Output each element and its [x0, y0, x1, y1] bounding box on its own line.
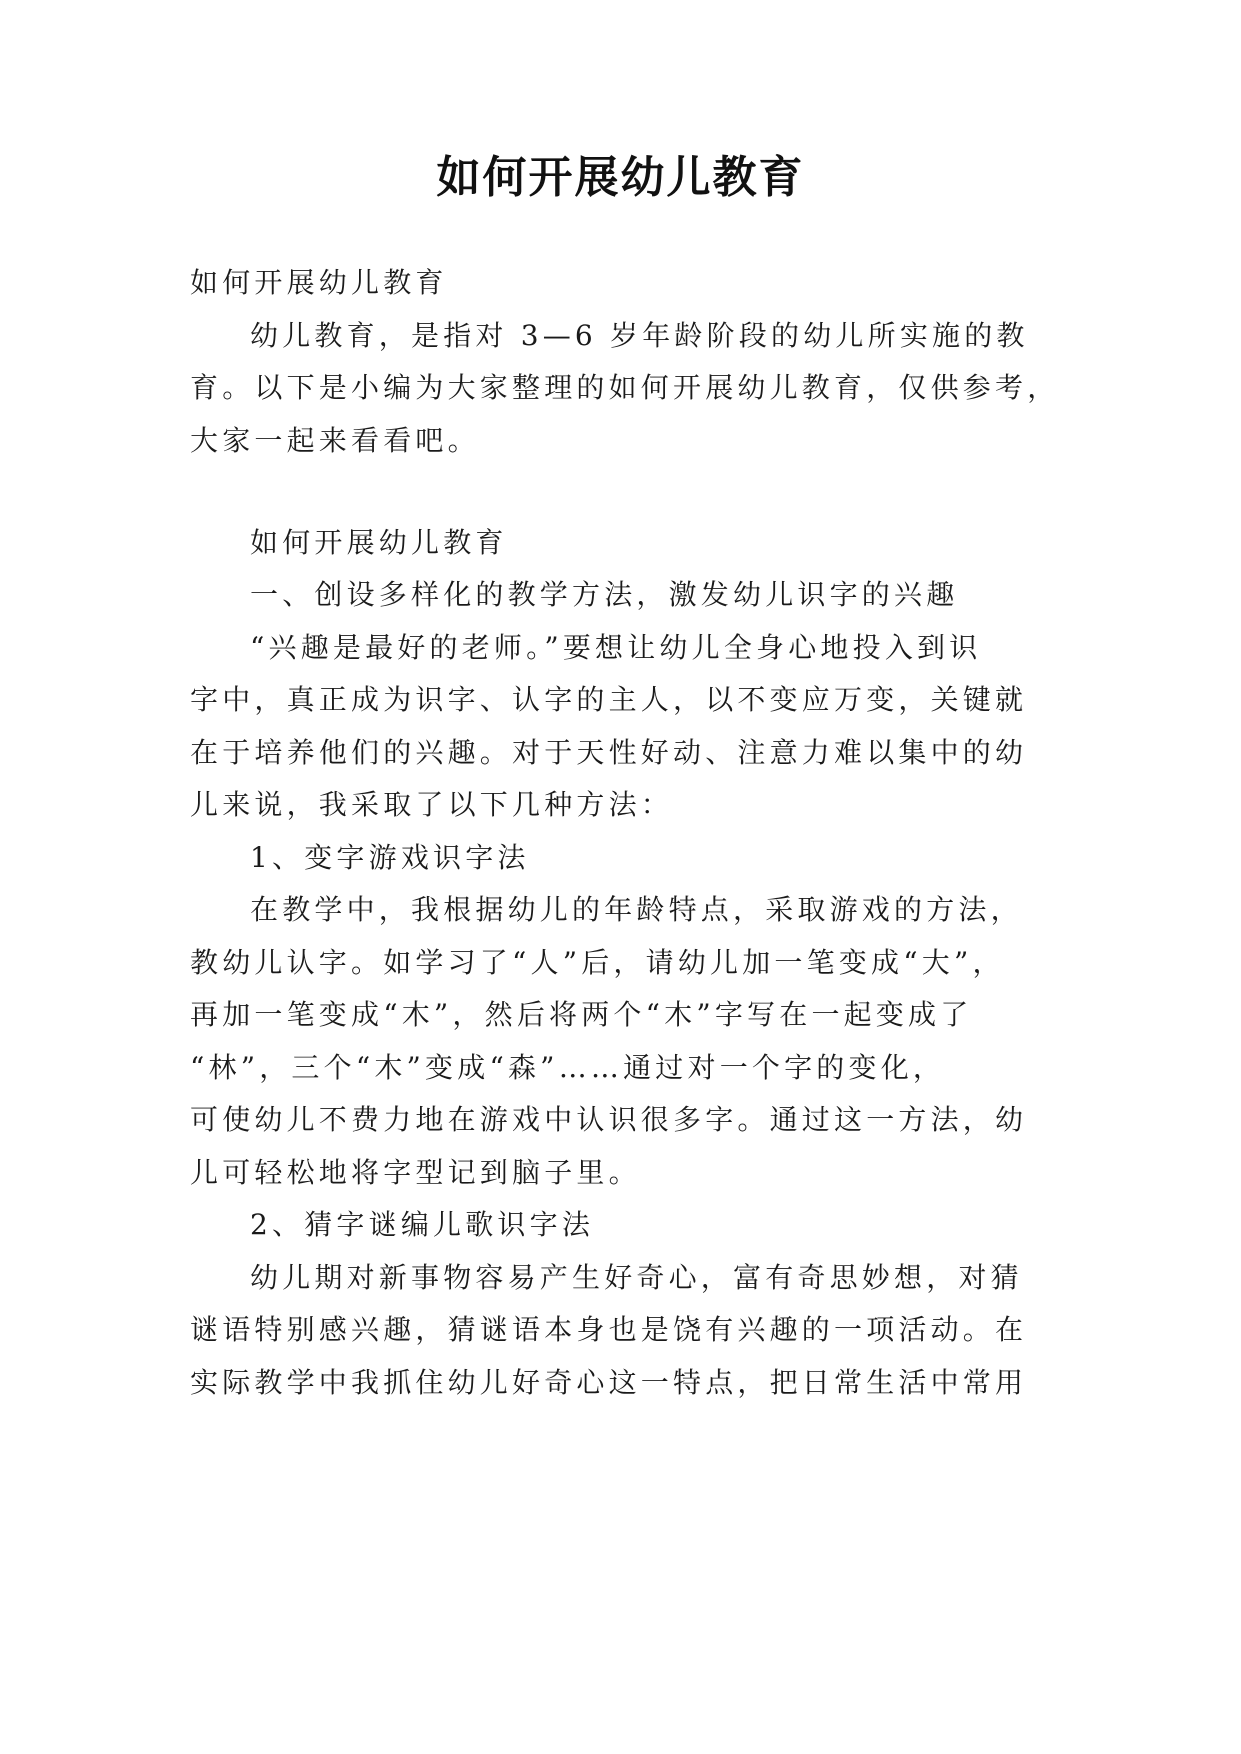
text-line: 教幼儿认字。如学习了“人”后，请幼儿加一笔变成“大”，: [190, 946, 1005, 979]
text-line: “兴趣是最好的老师。”要想让幼儿全身心地投入到识: [250, 631, 982, 664]
text-line: 谜语特别感兴趣，猜谜语本身也是饶有兴趣的一项活动。在: [190, 1313, 1028, 1346]
text-line: 大家一起来看看吧。: [190, 424, 480, 457]
subsection-heading: 1、变字游戏识字法: [250, 841, 530, 874]
text-line: 字中，真正成为识字、认字的主人，以不变应万变，关键就: [190, 683, 1028, 716]
document-title: 如何开展幼儿教育: [436, 152, 805, 203]
text-line: 育。以下是小编为大家整理的如何开展幼儿教育，仅供参考，: [190, 371, 1060, 404]
text-line: 可使幼儿不费力地在游戏中认识很多字。通过这一方法，幼: [190, 1103, 1028, 1136]
text-line: 如何开展幼儿教育: [190, 266, 448, 299]
section-heading: 一、创设多样化的教学方法，激发幼儿识字的兴趣: [250, 578, 959, 611]
text-line: 实际教学中我抓住幼儿好奇心这一特点，把日常生活中常用: [190, 1366, 1028, 1399]
text-line: “林”，三个“木”变成“森”……通过对一个字的变化，: [190, 1051, 946, 1084]
subsection-heading: 2、猜字谜编儿歌识字法: [250, 1208, 595, 1241]
text-line: 如何开展幼儿教育: [250, 526, 508, 559]
text-line: 在于培养他们的兴趣。对于天性好动、注意力难以集中的幼: [190, 736, 1028, 769]
text-line: 儿可轻松地将字型记到脑子里。: [190, 1156, 641, 1189]
text-line: 幼儿期对新事物容易产生好奇心，富有奇思妙想，对猜: [250, 1261, 1023, 1294]
text-line: 在教学中，我根据幼儿的年龄特点，采取游戏的方法，: [250, 893, 1023, 926]
text-line: 儿来说，我采取了以下几种方法：: [190, 788, 674, 821]
text-line: 再加一笔变成“木”，然后将两个“木”字写在一起变成了: [190, 998, 973, 1031]
text-line: 幼儿教育，是指对 3—6 岁年龄阶段的幼儿所实施的教: [250, 319, 1029, 352]
